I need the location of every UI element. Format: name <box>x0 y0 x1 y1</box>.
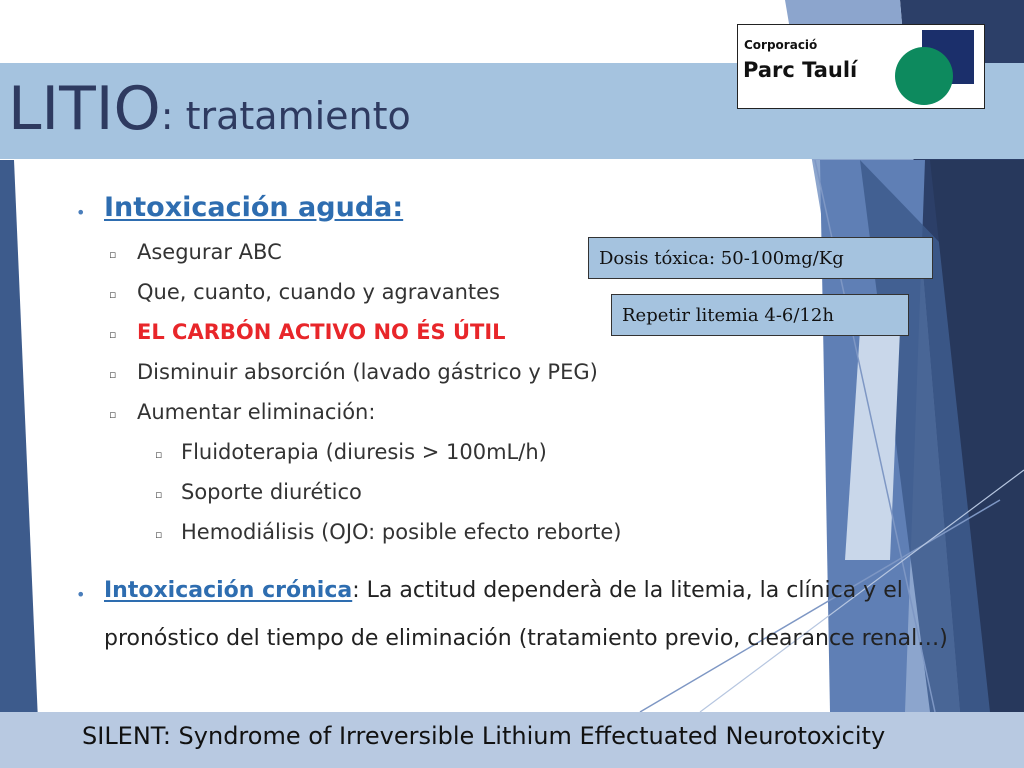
chronic-heading: Intoxicación crónica <box>104 578 353 603</box>
acute-item: Que, cuanto, cuando y agravantes <box>137 280 500 304</box>
acute-item: Disminuir absorción (lavado gástrico y PEG) <box>137 360 598 384</box>
acute-subitem: Hemodiálisis (OJO: posible efecto reborte) <box>181 520 622 544</box>
acute-item-warning: EL CARBÓN ACTIVO NO ÉS ÚTIL <box>137 320 506 344</box>
slide-title <box>8 74 411 144</box>
square-bullet-icon: ▫ <box>109 368 117 381</box>
square-bullet-icon: ▫ <box>155 448 163 461</box>
chronic-colon: : <box>352 578 360 603</box>
chronic-text: La actitud dependerà de la litemia, la clínica y el pronóstico del tiempo de eliminación (tratamiento previo, clearance renal…) <box>104 578 948 651</box>
logo-line1: Corporació <box>744 38 818 52</box>
title-sub: : tratamiento <box>160 94 411 138</box>
square-bullet-icon: ▫ <box>155 488 163 501</box>
square-bullet-icon: ▫ <box>155 528 163 541</box>
repeat-litemia-callout: Repetir litemia 4-6/12h <box>611 294 909 336</box>
chronic-paragraph <box>104 567 964 663</box>
acute-subitem: Fluidoterapia (diuresis > 100mL/h) <box>181 440 547 464</box>
square-bullet-icon: ▫ <box>109 408 117 421</box>
title-main: LITIO <box>8 74 161 144</box>
bullet-dot-icon: • <box>76 203 86 222</box>
acute-subitem: Soporte diurético <box>181 480 362 504</box>
square-bullet-icon: ▫ <box>109 248 117 261</box>
bullet-dot-icon: • <box>76 585 86 604</box>
parc-tauli-logo <box>737 24 985 109</box>
square-bullet-icon: ▫ <box>109 288 117 301</box>
acute-item: Asegurar ABC <box>137 240 282 264</box>
footer-text: SILENT: Syndrome of Irreversible Lithium Effectuated Neurotoxicity <box>82 722 886 750</box>
toxic-dose-callout: Dosis tóxica: 50-100mg/Kg <box>588 237 933 279</box>
logo-line2: Parc Taulí <box>743 58 858 82</box>
square-bullet-icon: ▫ <box>109 328 117 341</box>
logo-circle-shape <box>895 47 953 105</box>
acute-heading: Intoxicación aguda: <box>104 192 404 223</box>
acute-item: Aumentar eliminación: <box>137 400 376 424</box>
